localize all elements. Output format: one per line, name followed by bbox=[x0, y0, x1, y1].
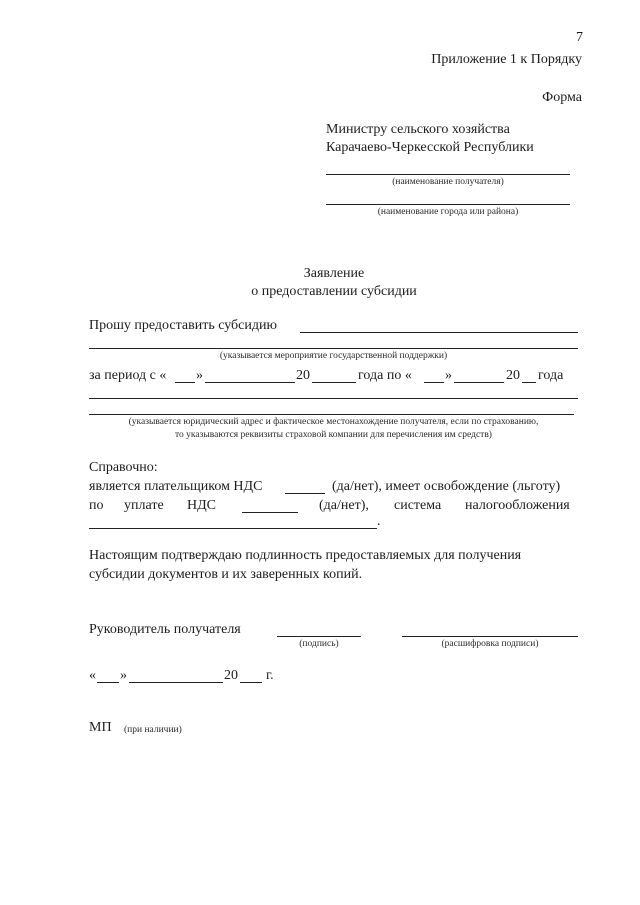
period-from-day-line bbox=[175, 382, 195, 383]
document-title: Заявление bbox=[303, 266, 365, 281]
measure-line bbox=[89, 348, 578, 349]
vat-exemption-label: (да/нет), имеет освобождение (льготу) bbox=[332, 479, 561, 494]
date-year-prefix: 20 bbox=[224, 668, 238, 683]
period-to-year-prefix: 20 bbox=[506, 368, 520, 383]
signature-line bbox=[277, 636, 361, 637]
vat-exemption-line bbox=[242, 512, 298, 513]
date-open-quote: « bbox=[89, 668, 96, 683]
document-subtitle: о предоставлении субсидии bbox=[251, 284, 417, 299]
reference-heading: Справочно: bbox=[89, 460, 158, 475]
address-line-2 bbox=[89, 414, 574, 415]
vat-payer-line bbox=[285, 493, 325, 494]
addressee-line-2: Карачаево-Черкесской Республики bbox=[326, 140, 534, 155]
caption-city: (наименование города или района) bbox=[377, 207, 519, 217]
vat-word-6: налогообложения bbox=[465, 498, 570, 513]
signature-label: Руководитель получателя bbox=[89, 622, 241, 637]
vat-word-2: уплате bbox=[124, 498, 164, 513]
caption-recipient: (наименование получателя) bbox=[392, 177, 504, 187]
period-to-year-line bbox=[522, 382, 536, 383]
period-from-year-prefix: 20 bbox=[296, 368, 310, 383]
confirmation-line-2: субсидии документов и их заверенных копий. bbox=[89, 567, 363, 582]
period-to-day-line bbox=[424, 382, 444, 383]
tax-system-line bbox=[89, 528, 377, 529]
request-label: Прошу предоставить субсидию bbox=[89, 318, 277, 333]
date-close-quote: » bbox=[120, 668, 127, 683]
caption-signature-decode: (расшифровка подписи) bbox=[441, 639, 539, 649]
caption-signature: (подпись) bbox=[299, 639, 339, 649]
vat-word-3: НДС bbox=[187, 498, 216, 513]
vat-word-1: по bbox=[89, 498, 104, 513]
recipient-name-line bbox=[326, 174, 570, 175]
vat-word-4: (да/нет), bbox=[319, 498, 369, 513]
date-year-line bbox=[240, 682, 262, 683]
address-line-1 bbox=[89, 398, 578, 399]
date-year-suffix: г. bbox=[266, 668, 274, 683]
period-from-label: за период с « bbox=[89, 368, 167, 383]
period-from-year-line bbox=[312, 382, 356, 383]
caption-measure: (указывается мероприятие государственной поддержки) bbox=[219, 351, 448, 361]
stamp-note: (при наличии) bbox=[124, 725, 182, 735]
addressee-line-1: Министру сельского хозяйства bbox=[326, 122, 510, 137]
date-day-line bbox=[97, 682, 119, 683]
signature-decode-line bbox=[402, 636, 578, 637]
period-year-word: года bbox=[538, 368, 564, 383]
tax-system-end: . bbox=[377, 514, 381, 529]
stamp-label: МП bbox=[89, 720, 112, 735]
caption-address-2: то указываются реквизиты страховой компании для перечисления им средств) bbox=[175, 430, 492, 440]
vat-word-5: система bbox=[394, 498, 442, 513]
period-to-label: года по « bbox=[358, 368, 412, 383]
appendix-label: Приложение 1 к Порядку bbox=[431, 52, 582, 67]
period-from-month-line bbox=[205, 382, 295, 383]
form-label: Форма bbox=[542, 90, 582, 105]
period-to-quote: » bbox=[445, 368, 452, 383]
confirmation-line-1: Настоящим подтверждаю подлинность предоставляемых для получения bbox=[89, 548, 522, 563]
city-name-line bbox=[326, 204, 570, 205]
date-month-line bbox=[129, 682, 223, 683]
period-from-quote: » bbox=[196, 368, 203, 383]
page-number: 7 bbox=[576, 30, 583, 45]
period-to-month-line bbox=[454, 382, 504, 383]
subsidy-name-line bbox=[300, 332, 578, 333]
caption-address-1: (указывается юридический адрес и фактическое местонахождение получателя, если по страхованию, bbox=[128, 417, 539, 427]
vat-payer-label: является плательщиком НДС bbox=[89, 479, 263, 494]
